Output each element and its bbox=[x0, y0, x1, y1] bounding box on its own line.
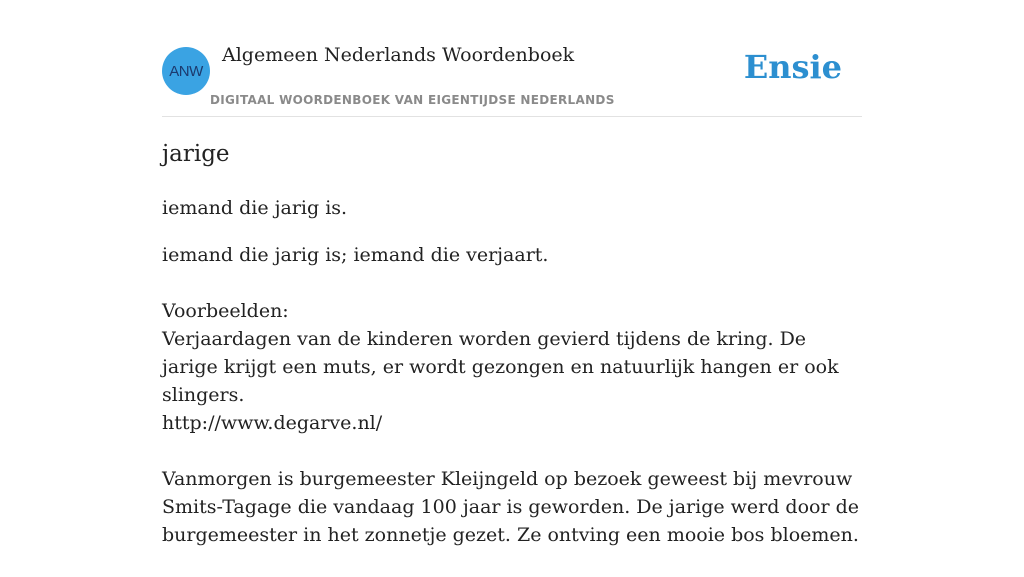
example-source: http://www.degarve.nl/ bbox=[162, 412, 383, 434]
site-title[interactable]: Algemeen Nederlands Woordenboek bbox=[222, 44, 575, 66]
example-item bbox=[162, 325, 862, 437]
example-text: Vanmorgen is burgemeester Kleijngeld op bezoek geweest bij mevrouw Smits-Tagage die vandaag 100 jaar is geworden. De jarige werd door de burgemeester in het zonnetje gezet. Ze ontving een mooie bos bloemen. bbox=[162, 468, 859, 546]
example-text: Verjaardagen van de kinderen worden gevierd tijdens de kring. De jarige krijgt een muts, er wordt gezongen en natuurlijk hangen er ook slingers. bbox=[162, 328, 839, 406]
ensie-brand-link[interactable]: Ensie bbox=[743, 48, 842, 86]
short-definition: iemand die jarig is. bbox=[162, 197, 348, 219]
headword: jarige bbox=[162, 141, 230, 167]
long-definition: iemand die jarig is; iemand die verjaart. bbox=[162, 244, 549, 266]
examples-label: Voorbeelden: bbox=[162, 300, 289, 322]
entry-content bbox=[162, 138, 862, 577]
example-item bbox=[162, 465, 862, 549]
anw-logo[interactable] bbox=[162, 47, 210, 95]
logo-text: ANW bbox=[169, 62, 203, 80]
site-header bbox=[162, 0, 862, 117]
site-subtitle: DIGITAAL WOORDENBOEK VAN EIGENTIJDSE NEDERLANDS bbox=[210, 93, 615, 107]
